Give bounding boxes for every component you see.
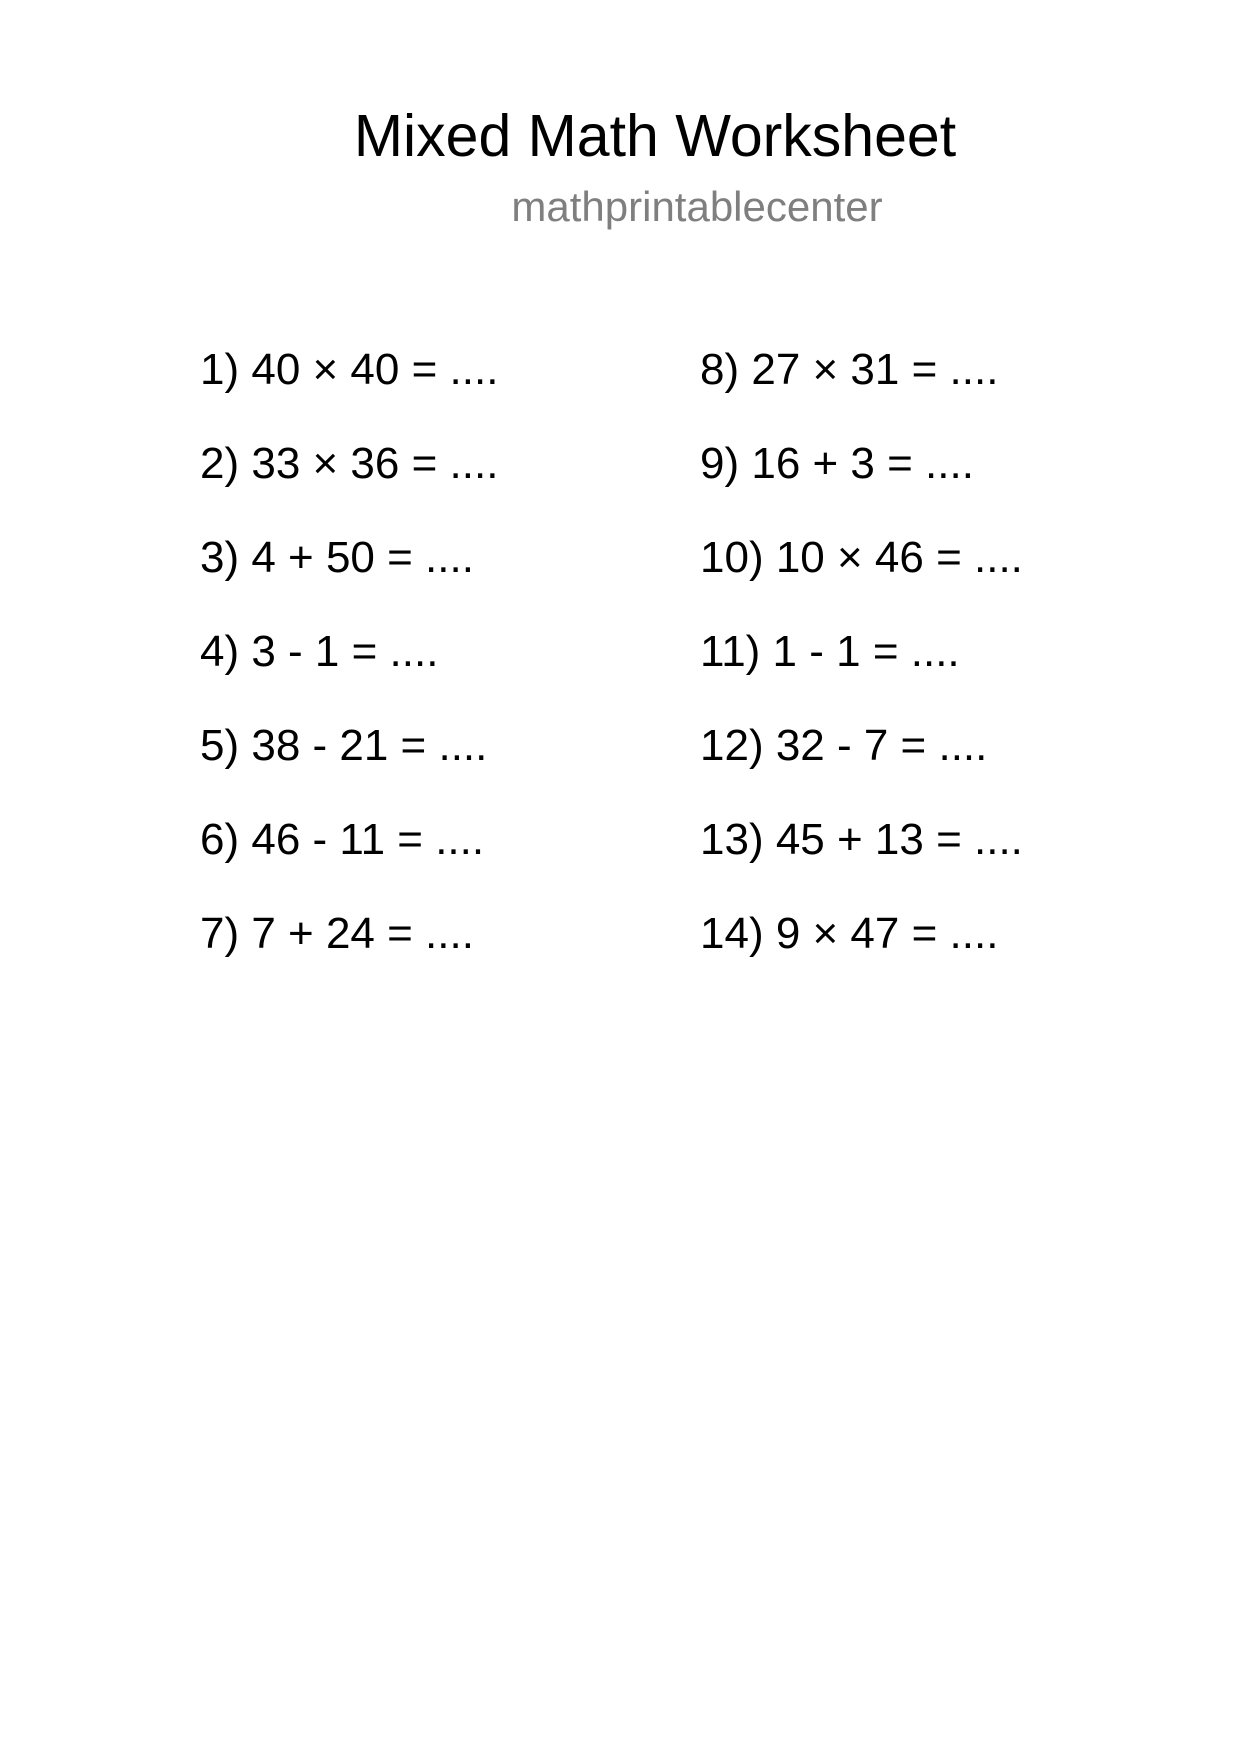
- problem-7: 7) 7 + 24 = ....: [200, 909, 474, 958]
- problem-12: 12) 32 - 7 = ....: [700, 721, 988, 770]
- problems-right-column: [700, 345, 1180, 1003]
- problem-11: 11) 1 - 1 = ....: [700, 627, 960, 676]
- problem-14: 14) 9 × 47 = ....: [700, 909, 999, 958]
- problem-2: 2) 33 × 36 = ....: [200, 439, 499, 488]
- problems-left-column: [200, 345, 680, 1003]
- problem-1: 1) 40 × 40 = ....: [200, 345, 499, 394]
- worksheet-title: Mixed Math Worksheet: [353, 103, 957, 169]
- worksheet-subtitle: mathprintablecenter: [511, 183, 883, 230]
- problem-3: 3) 4 + 50 = ....: [200, 533, 474, 582]
- problem-4: 4) 3 - 1 = ....: [200, 627, 439, 676]
- problem-6: 6) 46 - 11 = ....: [200, 815, 485, 864]
- problem-13: 13) 45 + 13 = ....: [700, 815, 1023, 864]
- problem-9: 9) 16 + 3 = ....: [700, 439, 974, 488]
- problem-5: 5) 38 - 21 = ....: [200, 721, 488, 770]
- problem-10: 10) 10 × 46 = ....: [700, 533, 1023, 582]
- problem-8: 8) 27 × 31 = ....: [700, 345, 999, 394]
